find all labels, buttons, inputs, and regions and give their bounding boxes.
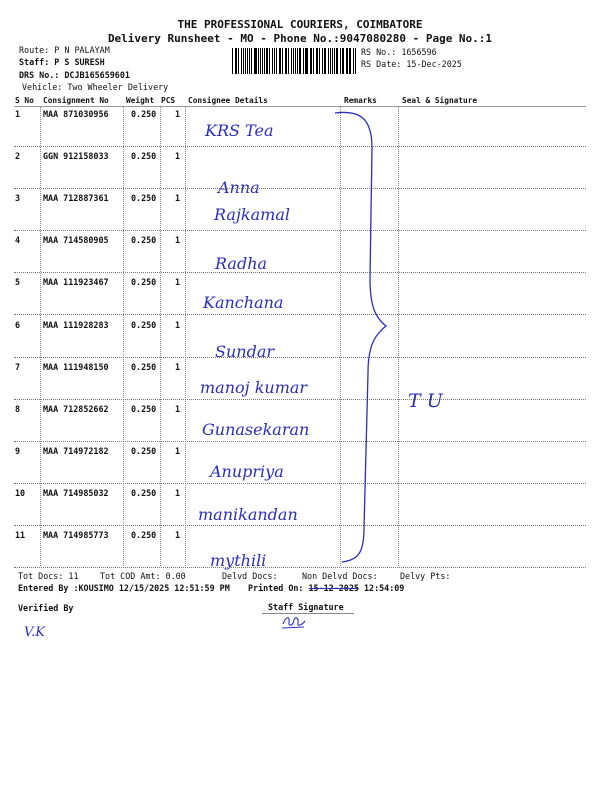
row-pcs: 1 <box>175 320 181 330</box>
column-header-sno: S No <box>15 96 34 105</box>
row-pcs: 1 <box>175 488 181 498</box>
row-consignment-no: MAA 111923467 <box>43 277 109 287</box>
barcode-bar <box>319 48 320 74</box>
row-divider <box>14 188 586 189</box>
row-consignment-no: MAA 111948150 <box>43 362 109 372</box>
barcode-bar <box>300 48 301 74</box>
row-pcs: 1 <box>175 362 181 372</box>
row-divider <box>14 272 586 273</box>
barcode-bar <box>328 48 329 74</box>
row-consignment-no: MAA 714985773 <box>43 530 109 540</box>
consignee-handwriting: Kanchana <box>203 293 284 312</box>
rs-number: RS No.: 1656596 <box>361 47 437 57</box>
row-sno: 11 <box>15 530 26 540</box>
barcode-bar <box>332 48 333 74</box>
row-consignment-no: MAA 111928283 <box>43 320 109 330</box>
row-weight: 0.250 <box>131 193 157 203</box>
vehicle-label: Vehicle: Two Wheeler Delivery <box>22 82 169 92</box>
row-consignment-no: MAA 871030956 <box>43 109 109 119</box>
row-weight: 0.250 <box>131 530 157 540</box>
barcode-bar <box>274 48 275 74</box>
barcode-bar <box>232 48 233 74</box>
row-sno: 9 <box>15 446 21 456</box>
consignee-handwriting: Gunasekaran <box>202 420 310 439</box>
consignee-handwriting: Radha <box>215 254 268 273</box>
drs-number: DRS No.: DCJB165659601 <box>19 70 130 80</box>
row-divider <box>14 483 586 484</box>
header-divider <box>14 106 586 107</box>
barcode-bar <box>337 48 338 74</box>
entered-by: Entered By :KOUSIMO 12/15/2025 12:51:59 PM <box>18 583 230 593</box>
barcode-bar <box>251 48 252 74</box>
column-header-weight: Weight <box>126 96 155 105</box>
barcode-bar <box>280 48 281 74</box>
row-consignment-no: MAA 712887361 <box>43 193 109 203</box>
row-pcs: 1 <box>175 277 181 287</box>
delivered-docs: Delvd Docs: <box>222 571 278 581</box>
barcode-bar <box>288 48 289 74</box>
verified-by-label: Verified By <box>18 603 74 613</box>
row-divider <box>14 314 586 315</box>
brace-mark <box>320 108 390 568</box>
row-divider <box>14 230 586 231</box>
runsheet-title: Delivery Runsheet - MO - Phone No.:9047080280 - Page No.:1 <box>107 32 493 45</box>
row-weight: 0.250 <box>131 109 157 119</box>
barcode-bar <box>238 48 239 74</box>
column-header-pcs: PCS <box>161 96 176 105</box>
column-header-consignment: Consignment No <box>43 96 109 105</box>
row-weight: 0.250 <box>131 488 157 498</box>
column-divider <box>160 106 161 566</box>
row-sno: 6 <box>15 320 21 330</box>
row-sno: 5 <box>15 277 21 287</box>
row-weight: 0.250 <box>131 151 157 161</box>
row-sno: 4 <box>15 235 21 245</box>
row-weight: 0.250 <box>131 446 157 456</box>
delivery-points: Delvy Pts: <box>400 571 451 581</box>
row-weight: 0.250 <box>131 277 157 287</box>
column-header-seal: Seal & Signature <box>402 96 478 105</box>
printed-on <box>248 583 404 593</box>
row-sno: 1 <box>15 109 21 119</box>
barcode-bar <box>306 48 307 74</box>
row-sno: 7 <box>15 362 21 372</box>
column-divider <box>123 106 124 566</box>
row-pcs: 1 <box>175 109 181 119</box>
barcode-bar <box>269 48 270 74</box>
barcode-bar <box>291 48 292 74</box>
row-divider <box>14 525 586 526</box>
rs-date: RS Date: 15-Dec-2025 <box>361 59 462 69</box>
verified-initials: V.K <box>24 625 45 640</box>
row-consignment-no: MAA 714972182 <box>43 446 109 456</box>
consignee-handwriting: Sundar <box>215 342 274 361</box>
barcode-bar <box>346 48 347 74</box>
row-pcs: 1 <box>175 151 181 161</box>
printed-on-label: Printed On: <box>248 583 304 593</box>
barcode-bar <box>262 48 263 74</box>
route-label: Route: P N PALAYAM <box>19 45 110 55</box>
row-divider <box>14 441 586 442</box>
barcode-bar <box>297 48 298 74</box>
remark-handwriting: T U <box>408 390 443 412</box>
row-pcs: 1 <box>175 446 181 456</box>
staff-signature-scribble <box>280 612 310 632</box>
column-header-remarks: Remarks <box>344 96 377 105</box>
staff-signature-label: Staff Signature <box>268 602 344 612</box>
row-pcs: 1 <box>175 404 181 414</box>
consignee-handwriting: Anna <box>218 178 260 197</box>
tot-docs: Tot Docs: 11 <box>18 571 79 581</box>
consignee-handwriting: mythili <box>210 551 267 570</box>
barcode-bar <box>255 48 256 74</box>
consignee-handwriting: manikandan <box>198 505 298 524</box>
row-consignment-no: MAA 712852662 <box>43 404 109 414</box>
column-divider <box>185 106 186 566</box>
row-divider <box>14 146 586 147</box>
barcode-bar <box>241 48 242 74</box>
row-sno: 3 <box>15 193 21 203</box>
barcode-bar <box>267 48 268 74</box>
non-delivered-docs: Non Delvd Docs: <box>302 571 378 581</box>
column-header-consignee: Consignee Details <box>188 96 268 105</box>
row-divider <box>14 567 586 568</box>
row-pcs: 1 <box>175 530 181 540</box>
barcode-bar <box>353 48 354 74</box>
tot-cod-amount: Tot COD Amt: 0.00 <box>100 571 186 581</box>
row-sno: 8 <box>15 404 21 414</box>
row-sno: 10 <box>15 488 26 498</box>
company-name: THE PROFESSIONAL COURIERS, COIMBATORE <box>177 18 423 31</box>
row-pcs: 1 <box>175 235 181 245</box>
barcode-bar <box>249 48 250 74</box>
row-consignment-no: MAA 714985032 <box>43 488 109 498</box>
staff-label: Staff: P S SURESH <box>19 57 105 67</box>
row-consignment-no: MAA 714580905 <box>43 235 109 245</box>
barcode-bar <box>343 48 344 74</box>
row-weight: 0.250 <box>131 320 157 330</box>
column-divider <box>40 106 41 566</box>
row-weight: 0.250 <box>131 362 157 372</box>
barcode-bar <box>317 48 318 74</box>
column-divider <box>398 106 399 566</box>
row-divider <box>14 357 586 358</box>
consignee-handwriting: KRS Tea <box>205 121 274 140</box>
consignee-handwriting: Anupriya <box>210 462 284 481</box>
row-pcs: 1 <box>175 193 181 203</box>
row-divider <box>14 399 586 400</box>
printed-date: 15-12-2025 <box>308 583 359 593</box>
row-consignment-no: GGN 912158033 <box>43 151 109 161</box>
row-sno: 2 <box>15 151 21 161</box>
barcode-image <box>232 48 356 74</box>
consignee-handwriting: Rajkamal <box>214 205 290 224</box>
consignee-handwriting: manoj kumar <box>200 378 308 397</box>
printed-time: 12:54:09 <box>363 583 405 593</box>
row-weight: 0.250 <box>131 235 157 245</box>
barcode-bar <box>311 48 312 74</box>
row-weight: 0.250 <box>131 404 157 414</box>
